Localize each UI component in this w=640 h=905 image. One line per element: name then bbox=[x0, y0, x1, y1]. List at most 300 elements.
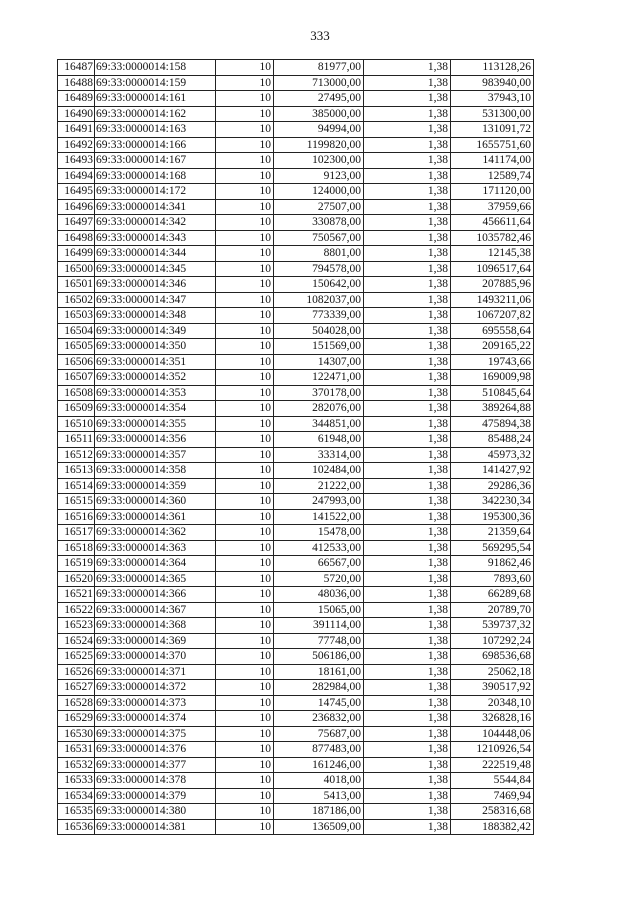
result-cell: 37959,66 bbox=[451, 199, 534, 215]
coefficient-cell: 1,38 bbox=[364, 773, 451, 789]
value-cell: 27507,00 bbox=[274, 199, 364, 215]
cadastral-number-cell: 69:33:0000014:167 bbox=[95, 153, 216, 169]
row-number-cell: 16521 bbox=[58, 587, 95, 603]
coefficient-cell: 1,38 bbox=[364, 106, 451, 122]
result-cell: 107292,24 bbox=[451, 633, 534, 649]
coefficient-cell: 1,38 bbox=[364, 370, 451, 386]
value-cell: 750567,00 bbox=[274, 230, 364, 246]
row-number-cell: 16499 bbox=[58, 246, 95, 262]
coefficient-cell: 1,38 bbox=[364, 246, 451, 262]
value-cell: 102484,00 bbox=[274, 463, 364, 479]
cadastral-number-cell: 69:33:0000014:159 bbox=[95, 75, 216, 91]
result-cell: 91862,46 bbox=[451, 556, 534, 572]
table-row bbox=[58, 695, 534, 711]
table-row bbox=[58, 587, 534, 603]
row-number-cell: 16529 bbox=[58, 711, 95, 727]
result-cell: 389264,88 bbox=[451, 401, 534, 417]
value-cell: 247993,00 bbox=[274, 494, 364, 510]
result-cell: 569295,54 bbox=[451, 540, 534, 556]
category-code-cell: 10 bbox=[216, 571, 274, 587]
category-code-cell: 10 bbox=[216, 354, 274, 370]
cadastral-number-cell: 69:33:0000014:346 bbox=[95, 277, 216, 293]
coefficient-cell: 1,38 bbox=[364, 649, 451, 665]
value-cell: 15478,00 bbox=[274, 525, 364, 541]
coefficient-cell: 1,38 bbox=[364, 168, 451, 184]
coefficient-cell: 1,38 bbox=[364, 742, 451, 758]
category-code-cell: 10 bbox=[216, 416, 274, 432]
row-number-cell: 16523 bbox=[58, 618, 95, 634]
value-cell: 330878,00 bbox=[274, 215, 364, 231]
value-cell: 14745,00 bbox=[274, 695, 364, 711]
value-cell: 8801,00 bbox=[274, 246, 364, 262]
table-row bbox=[58, 556, 534, 572]
table-row bbox=[58, 261, 534, 277]
row-number-cell: 16492 bbox=[58, 137, 95, 153]
category-code-cell: 10 bbox=[216, 199, 274, 215]
value-cell: 506186,00 bbox=[274, 649, 364, 665]
row-number-cell: 16509 bbox=[58, 401, 95, 417]
coefficient-cell: 1,38 bbox=[364, 432, 451, 448]
result-cell: 188382,42 bbox=[451, 819, 534, 835]
result-cell: 1210926,54 bbox=[451, 742, 534, 758]
result-cell: 45973,32 bbox=[451, 447, 534, 463]
result-cell: 342230,34 bbox=[451, 494, 534, 510]
result-cell: 456611,64 bbox=[451, 215, 534, 231]
cadastral-number-cell: 69:33:0000014:360 bbox=[95, 494, 216, 510]
row-number-cell: 16522 bbox=[58, 602, 95, 618]
table-row bbox=[58, 308, 534, 324]
table-body bbox=[58, 60, 534, 835]
result-cell: 171120,00 bbox=[451, 184, 534, 200]
value-cell: 5413,00 bbox=[274, 788, 364, 804]
table-row bbox=[58, 819, 534, 835]
table-row bbox=[58, 664, 534, 680]
value-cell: 102300,00 bbox=[274, 153, 364, 169]
cadastral-number-cell: 69:33:0000014:371 bbox=[95, 664, 216, 680]
cadastral-number-cell: 69:33:0000014:376 bbox=[95, 742, 216, 758]
result-cell: 258316,68 bbox=[451, 804, 534, 820]
row-number-cell: 16505 bbox=[58, 339, 95, 355]
table-row bbox=[58, 370, 534, 386]
row-number-cell: 16498 bbox=[58, 230, 95, 246]
value-cell: 124000,00 bbox=[274, 184, 364, 200]
table-row bbox=[58, 246, 534, 262]
row-number-cell: 16491 bbox=[58, 122, 95, 138]
result-cell: 695558,64 bbox=[451, 323, 534, 339]
row-number-cell: 16518 bbox=[58, 540, 95, 556]
value-cell: 713000,00 bbox=[274, 75, 364, 91]
table-row bbox=[58, 60, 534, 76]
table-row bbox=[58, 416, 534, 432]
result-cell: 475894,38 bbox=[451, 416, 534, 432]
table-row bbox=[58, 680, 534, 696]
value-cell: 391114,00 bbox=[274, 618, 364, 634]
coefficient-cell: 1,38 bbox=[364, 509, 451, 525]
category-code-cell: 10 bbox=[216, 602, 274, 618]
category-code-cell: 10 bbox=[216, 695, 274, 711]
table-row bbox=[58, 757, 534, 773]
row-number-cell: 16534 bbox=[58, 788, 95, 804]
row-number-cell: 16527 bbox=[58, 680, 95, 696]
value-cell: 77748,00 bbox=[274, 633, 364, 649]
table-row bbox=[58, 91, 534, 107]
result-cell: 539737,32 bbox=[451, 618, 534, 634]
table-row bbox=[58, 602, 534, 618]
cadastral-number-cell: 69:33:0000014:378 bbox=[95, 773, 216, 789]
result-cell: 222519,48 bbox=[451, 757, 534, 773]
coefficient-cell: 1,38 bbox=[364, 122, 451, 138]
row-number-cell: 16487 bbox=[58, 60, 95, 76]
category-code-cell: 10 bbox=[216, 540, 274, 556]
row-number-cell: 16511 bbox=[58, 432, 95, 448]
result-cell: 510845,64 bbox=[451, 385, 534, 401]
cadastral-number-cell: 69:33:0000014:362 bbox=[95, 525, 216, 541]
result-cell: 326828,16 bbox=[451, 711, 534, 727]
coefficient-cell: 1,38 bbox=[364, 494, 451, 510]
table-row bbox=[58, 742, 534, 758]
cadastral-number-cell: 69:33:0000014:162 bbox=[95, 106, 216, 122]
cadastral-number-cell: 69:33:0000014:363 bbox=[95, 540, 216, 556]
category-code-cell: 10 bbox=[216, 587, 274, 603]
result-cell: 141174,00 bbox=[451, 153, 534, 169]
category-code-cell: 10 bbox=[216, 292, 274, 308]
row-number-cell: 16524 bbox=[58, 633, 95, 649]
cadastral-number-cell: 69:33:0000014:377 bbox=[95, 757, 216, 773]
category-code-cell: 10 bbox=[216, 494, 274, 510]
category-code-cell: 10 bbox=[216, 385, 274, 401]
table-row bbox=[58, 478, 534, 494]
row-number-cell: 16517 bbox=[58, 525, 95, 541]
cadastral-number-cell: 69:33:0000014:172 bbox=[95, 184, 216, 200]
table-row bbox=[58, 494, 534, 510]
category-code-cell: 10 bbox=[216, 757, 274, 773]
result-cell: 141427,92 bbox=[451, 463, 534, 479]
result-cell: 5544,84 bbox=[451, 773, 534, 789]
coefficient-cell: 1,38 bbox=[364, 75, 451, 91]
cadastral-number-cell: 69:33:0000014:168 bbox=[95, 168, 216, 184]
table-row bbox=[58, 75, 534, 91]
result-cell: 20789,70 bbox=[451, 602, 534, 618]
value-cell: 151569,00 bbox=[274, 339, 364, 355]
coefficient-cell: 1,38 bbox=[364, 184, 451, 200]
result-cell: 1096517,64 bbox=[451, 261, 534, 277]
coefficient-cell: 1,38 bbox=[364, 354, 451, 370]
result-cell: 983940,00 bbox=[451, 75, 534, 91]
category-code-cell: 10 bbox=[216, 91, 274, 107]
cadastral-number-cell: 69:33:0000014:347 bbox=[95, 292, 216, 308]
value-cell: 504028,00 bbox=[274, 323, 364, 339]
table-row bbox=[58, 323, 534, 339]
category-code-cell: 10 bbox=[216, 463, 274, 479]
category-code-cell: 10 bbox=[216, 261, 274, 277]
row-number-cell: 16502 bbox=[58, 292, 95, 308]
cadastral-number-cell: 69:33:0000014:345 bbox=[95, 261, 216, 277]
category-code-cell: 10 bbox=[216, 742, 274, 758]
value-cell: 14307,00 bbox=[274, 354, 364, 370]
table-row bbox=[58, 509, 534, 525]
coefficient-cell: 1,38 bbox=[364, 323, 451, 339]
value-cell: 9123,00 bbox=[274, 168, 364, 184]
table-row bbox=[58, 432, 534, 448]
coefficient-cell: 1,38 bbox=[364, 525, 451, 541]
table-row bbox=[58, 649, 534, 665]
table-row bbox=[58, 354, 534, 370]
table-row bbox=[58, 525, 534, 541]
value-cell: 236832,00 bbox=[274, 711, 364, 727]
table-row bbox=[58, 571, 534, 587]
result-cell: 1035782,46 bbox=[451, 230, 534, 246]
result-cell: 104448,06 bbox=[451, 726, 534, 742]
value-cell: 1082037,00 bbox=[274, 292, 364, 308]
cadastral-number-cell: 69:33:0000014:344 bbox=[95, 246, 216, 262]
coefficient-cell: 1,38 bbox=[364, 292, 451, 308]
value-cell: 1199820,00 bbox=[274, 137, 364, 153]
result-cell: 20348,10 bbox=[451, 695, 534, 711]
table-row bbox=[58, 463, 534, 479]
value-cell: 344851,00 bbox=[274, 416, 364, 432]
result-cell: 1655751,60 bbox=[451, 137, 534, 153]
row-number-cell: 16514 bbox=[58, 478, 95, 494]
cadastral-number-cell: 69:33:0000014:364 bbox=[95, 556, 216, 572]
table-row bbox=[58, 385, 534, 401]
coefficient-cell: 1,38 bbox=[364, 556, 451, 572]
value-cell: 81977,00 bbox=[274, 60, 364, 76]
coefficient-cell: 1,38 bbox=[364, 540, 451, 556]
value-cell: 370178,00 bbox=[274, 385, 364, 401]
result-cell: 1067207,82 bbox=[451, 308, 534, 324]
result-cell: 113128,26 bbox=[451, 60, 534, 76]
table-row bbox=[58, 168, 534, 184]
row-number-cell: 16516 bbox=[58, 509, 95, 525]
row-number-cell: 16515 bbox=[58, 494, 95, 510]
row-number-cell: 16501 bbox=[58, 277, 95, 293]
table-row bbox=[58, 153, 534, 169]
page-number: 333 bbox=[310, 28, 330, 43]
table-row bbox=[58, 618, 534, 634]
cadastral-number-cell: 69:33:0000014:370 bbox=[95, 649, 216, 665]
row-number-cell: 16500 bbox=[58, 261, 95, 277]
cadastral-number-cell: 69:33:0000014:351 bbox=[95, 354, 216, 370]
category-code-cell: 10 bbox=[216, 819, 274, 835]
result-cell: 195300,36 bbox=[451, 509, 534, 525]
table-row bbox=[58, 137, 534, 153]
row-number-cell: 16532 bbox=[58, 757, 95, 773]
cadastral-number-cell: 69:33:0000014:368 bbox=[95, 618, 216, 634]
table-row bbox=[58, 106, 534, 122]
coefficient-cell: 1,38 bbox=[364, 726, 451, 742]
value-cell: 161246,00 bbox=[274, 757, 364, 773]
category-code-cell: 10 bbox=[216, 60, 274, 76]
cadastral-number-cell: 69:33:0000014:369 bbox=[95, 633, 216, 649]
result-cell: 390517,92 bbox=[451, 680, 534, 696]
category-code-cell: 10 bbox=[216, 633, 274, 649]
cadastral-number-cell: 69:33:0000014:372 bbox=[95, 680, 216, 696]
row-number-cell: 16503 bbox=[58, 308, 95, 324]
value-cell: 187186,00 bbox=[274, 804, 364, 820]
value-cell: 61948,00 bbox=[274, 432, 364, 448]
category-code-cell: 10 bbox=[216, 788, 274, 804]
coefficient-cell: 1,38 bbox=[364, 339, 451, 355]
category-code-cell: 10 bbox=[216, 184, 274, 200]
cadastral-number-cell: 69:33:0000014:343 bbox=[95, 230, 216, 246]
cadastral-number-cell: 69:33:0000014:373 bbox=[95, 695, 216, 711]
category-code-cell: 10 bbox=[216, 804, 274, 820]
cadastral-number-cell: 69:33:0000014:158 bbox=[95, 60, 216, 76]
value-cell: 21222,00 bbox=[274, 478, 364, 494]
cadastral-number-cell: 69:33:0000014:366 bbox=[95, 587, 216, 603]
cadastral-table bbox=[57, 59, 534, 835]
cadastral-number-cell: 69:33:0000014:358 bbox=[95, 463, 216, 479]
coefficient-cell: 1,38 bbox=[364, 571, 451, 587]
value-cell: 48036,00 bbox=[274, 587, 364, 603]
category-code-cell: 10 bbox=[216, 277, 274, 293]
table-row bbox=[58, 804, 534, 820]
value-cell: 66567,00 bbox=[274, 556, 364, 572]
cadastral-number-cell: 69:33:0000014:379 bbox=[95, 788, 216, 804]
result-cell: 37943,10 bbox=[451, 91, 534, 107]
coefficient-cell: 1,38 bbox=[364, 137, 451, 153]
cadastral-number-cell: 69:33:0000014:374 bbox=[95, 711, 216, 727]
cadastral-number-cell: 69:33:0000014:380 bbox=[95, 804, 216, 820]
coefficient-cell: 1,38 bbox=[364, 587, 451, 603]
result-cell: 25062,18 bbox=[451, 664, 534, 680]
value-cell: 282076,00 bbox=[274, 401, 364, 417]
row-number-cell: 16494 bbox=[58, 168, 95, 184]
coefficient-cell: 1,38 bbox=[364, 680, 451, 696]
cadastral-number-cell: 69:33:0000014:361 bbox=[95, 509, 216, 525]
row-number-cell: 16525 bbox=[58, 649, 95, 665]
row-number-cell: 16528 bbox=[58, 695, 95, 711]
category-code-cell: 10 bbox=[216, 106, 274, 122]
cadastral-number-cell: 69:33:0000014:354 bbox=[95, 401, 216, 417]
coefficient-cell: 1,38 bbox=[364, 618, 451, 634]
cadastral-number-cell: 69:33:0000014:352 bbox=[95, 370, 216, 386]
coefficient-cell: 1,38 bbox=[364, 788, 451, 804]
category-code-cell: 10 bbox=[216, 447, 274, 463]
value-cell: 412533,00 bbox=[274, 540, 364, 556]
cadastral-number-cell: 69:33:0000014:359 bbox=[95, 478, 216, 494]
category-code-cell: 10 bbox=[216, 478, 274, 494]
cadastral-number-cell: 69:33:0000014:365 bbox=[95, 571, 216, 587]
category-code-cell: 10 bbox=[216, 153, 274, 169]
category-code-cell: 10 bbox=[216, 308, 274, 324]
result-cell: 7893,60 bbox=[451, 571, 534, 587]
cadastral-number-cell: 69:33:0000014:350 bbox=[95, 339, 216, 355]
coefficient-cell: 1,38 bbox=[364, 60, 451, 76]
category-code-cell: 10 bbox=[216, 556, 274, 572]
value-cell: 122471,00 bbox=[274, 370, 364, 386]
value-cell: 5720,00 bbox=[274, 571, 364, 587]
table-row bbox=[58, 401, 534, 417]
cadastral-number-cell: 69:33:0000014:367 bbox=[95, 602, 216, 618]
result-cell: 7469,94 bbox=[451, 788, 534, 804]
row-number-cell: 16490 bbox=[58, 106, 95, 122]
table-row bbox=[58, 339, 534, 355]
result-cell: 169009,98 bbox=[451, 370, 534, 386]
category-code-cell: 10 bbox=[216, 618, 274, 634]
table-row bbox=[58, 277, 534, 293]
result-cell: 66289,68 bbox=[451, 587, 534, 603]
cadastral-number-cell: 69:33:0000014:166 bbox=[95, 137, 216, 153]
coefficient-cell: 1,38 bbox=[364, 602, 451, 618]
cadastral-number-cell: 69:33:0000014:381 bbox=[95, 819, 216, 835]
coefficient-cell: 1,38 bbox=[364, 308, 451, 324]
result-cell: 698536,68 bbox=[451, 649, 534, 665]
cadastral-number-cell: 69:33:0000014:342 bbox=[95, 215, 216, 231]
value-cell: 773339,00 bbox=[274, 308, 364, 324]
row-number-cell: 16535 bbox=[58, 804, 95, 820]
value-cell: 75687,00 bbox=[274, 726, 364, 742]
table-row bbox=[58, 230, 534, 246]
cadastral-number-cell: 69:33:0000014:353 bbox=[95, 385, 216, 401]
value-cell: 33314,00 bbox=[274, 447, 364, 463]
row-number-cell: 16496 bbox=[58, 199, 95, 215]
table-row bbox=[58, 711, 534, 727]
row-number-cell: 16533 bbox=[58, 773, 95, 789]
row-number-cell: 16489 bbox=[58, 91, 95, 107]
table-row bbox=[58, 773, 534, 789]
category-code-cell: 10 bbox=[216, 323, 274, 339]
category-code-cell: 10 bbox=[216, 75, 274, 91]
category-code-cell: 10 bbox=[216, 525, 274, 541]
category-code-cell: 10 bbox=[216, 680, 274, 696]
category-code-cell: 10 bbox=[216, 432, 274, 448]
value-cell: 18161,00 bbox=[274, 664, 364, 680]
category-code-cell: 10 bbox=[216, 773, 274, 789]
coefficient-cell: 1,38 bbox=[364, 711, 451, 727]
coefficient-cell: 1,38 bbox=[364, 277, 451, 293]
category-code-cell: 10 bbox=[216, 230, 274, 246]
coefficient-cell: 1,38 bbox=[364, 447, 451, 463]
cadastral-number-cell: 69:33:0000014:375 bbox=[95, 726, 216, 742]
category-code-cell: 10 bbox=[216, 509, 274, 525]
value-cell: 282984,00 bbox=[274, 680, 364, 696]
table-row bbox=[58, 633, 534, 649]
result-cell: 207885,96 bbox=[451, 277, 534, 293]
category-code-cell: 10 bbox=[216, 122, 274, 138]
value-cell: 794578,00 bbox=[274, 261, 364, 277]
coefficient-cell: 1,38 bbox=[364, 153, 451, 169]
value-cell: 385000,00 bbox=[274, 106, 364, 122]
coefficient-cell: 1,38 bbox=[364, 633, 451, 649]
row-number-cell: 16507 bbox=[58, 370, 95, 386]
row-number-cell: 16519 bbox=[58, 556, 95, 572]
category-code-cell: 10 bbox=[216, 370, 274, 386]
cadastral-number-cell: 69:33:0000014:356 bbox=[95, 432, 216, 448]
value-cell: 94994,00 bbox=[274, 122, 364, 138]
coefficient-cell: 1,38 bbox=[364, 401, 451, 417]
result-cell: 85488,24 bbox=[451, 432, 534, 448]
category-code-cell: 10 bbox=[216, 726, 274, 742]
category-code-cell: 10 bbox=[216, 339, 274, 355]
result-cell: 12145,38 bbox=[451, 246, 534, 262]
table-row bbox=[58, 184, 534, 200]
category-code-cell: 10 bbox=[216, 215, 274, 231]
cadastral-number-cell: 69:33:0000014:348 bbox=[95, 308, 216, 324]
cadastral-number-cell: 69:33:0000014:341 bbox=[95, 199, 216, 215]
table-row bbox=[58, 726, 534, 742]
row-number-cell: 16530 bbox=[58, 726, 95, 742]
result-cell: 12589,74 bbox=[451, 168, 534, 184]
result-cell: 19743,66 bbox=[451, 354, 534, 370]
coefficient-cell: 1,38 bbox=[364, 463, 451, 479]
result-cell: 29286,36 bbox=[451, 478, 534, 494]
cadastral-number-cell: 69:33:0000014:357 bbox=[95, 447, 216, 463]
row-number-cell: 16488 bbox=[58, 75, 95, 91]
table-row bbox=[58, 540, 534, 556]
row-number-cell: 16493 bbox=[58, 153, 95, 169]
coefficient-cell: 1,38 bbox=[364, 385, 451, 401]
